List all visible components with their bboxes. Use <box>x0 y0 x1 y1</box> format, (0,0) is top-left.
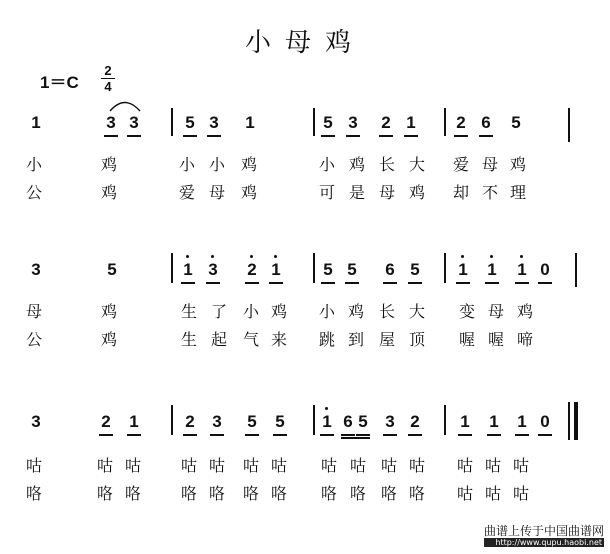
lyric: 咯 <box>96 484 113 503</box>
note: 5 <box>242 412 262 432</box>
note: 0 <box>535 260 555 280</box>
source-watermark <box>484 524 604 547</box>
lyric: 顶 <box>408 330 425 349</box>
lyric: 小 <box>208 155 225 174</box>
lyric: 咕 <box>25 456 42 475</box>
lyric: 母 <box>25 302 42 321</box>
lyric: 鸡 <box>100 183 117 202</box>
lyric: 小 <box>242 302 259 321</box>
lyric: 母 <box>208 183 225 202</box>
lyric: 到 <box>347 330 364 349</box>
note: 2 <box>180 412 200 432</box>
lyric: 咕 <box>208 456 225 475</box>
key-signature: 1＝C <box>40 73 79 92</box>
lyric: 鸡 <box>100 330 117 349</box>
lyric: 咯 <box>124 484 141 503</box>
watermark-text: 曲谱上传于中国曲谱网 <box>483 524 604 538</box>
barline <box>171 405 173 435</box>
lyric: 咕 <box>408 456 425 475</box>
lyric: 鸡 <box>270 302 287 321</box>
lyric: 咯 <box>270 484 287 503</box>
lyric: 大 <box>408 302 425 321</box>
lyric: 可 <box>318 183 335 202</box>
note: 3 <box>203 260 223 280</box>
lyric: 母 <box>481 155 498 174</box>
lyric: 咕 <box>270 456 287 475</box>
time-signature <box>101 64 115 93</box>
meter-top: 2 <box>104 63 112 78</box>
lyric: 咯 <box>380 484 397 503</box>
note: 3 <box>207 412 227 432</box>
tie-slur <box>108 98 142 112</box>
note: 3 <box>343 113 363 133</box>
final-barline-thick <box>574 402 578 440</box>
lyric: 鸡 <box>240 183 257 202</box>
note: 5 <box>353 412 373 432</box>
note: 5 <box>107 260 117 279</box>
note: 2 <box>405 412 425 432</box>
barline <box>575 253 577 287</box>
lyric: 喔 <box>458 330 475 349</box>
page-title: 小母鸡 <box>244 28 365 58</box>
lyric: 咕 <box>96 456 113 475</box>
note: 2 <box>96 412 116 432</box>
watermark-url[interactable]: http://www.qupu.haobi.net <box>484 538 604 547</box>
lyric: 咕 <box>180 456 197 475</box>
lyric: 公 <box>25 183 42 202</box>
note: 3 <box>31 260 41 279</box>
barline <box>568 108 570 142</box>
note: 6 <box>338 412 358 432</box>
barline <box>171 253 173 283</box>
lyric: 咯 <box>25 484 42 503</box>
note: 3 <box>124 113 144 133</box>
note: 5 <box>342 260 362 280</box>
note: 6 <box>476 113 496 133</box>
lyric: 小 <box>318 155 335 174</box>
note: 1 <box>512 260 532 280</box>
lyric: 小 <box>178 155 195 174</box>
lyric: 生 <box>180 302 197 321</box>
barline <box>313 108 315 136</box>
note: 1 <box>124 412 144 432</box>
barline <box>444 253 446 283</box>
lyric: 跳 <box>318 330 335 349</box>
note: 3 <box>204 113 224 133</box>
lyric: 咕 <box>456 456 473 475</box>
lyric: 变 <box>458 302 475 321</box>
double-beam <box>341 437 370 439</box>
lyric: 咕 <box>242 456 259 475</box>
lyric: 咕 <box>512 456 529 475</box>
lyric: 母 <box>487 302 504 321</box>
barline <box>171 108 173 136</box>
note: 1 <box>31 113 41 132</box>
lyric: 理 <box>509 183 526 202</box>
lyric: 咕 <box>512 484 529 503</box>
lyric: 咕 <box>349 456 366 475</box>
lyric: 咯 <box>408 484 425 503</box>
lyric: 小 <box>25 155 42 174</box>
note: 3 <box>380 412 400 432</box>
lyric: 屋 <box>378 330 395 349</box>
meter-bottom: 4 <box>104 79 112 94</box>
barline <box>444 405 446 435</box>
lyric: 咕 <box>124 456 141 475</box>
lyric: 啼 <box>516 330 533 349</box>
note: 2 <box>376 113 396 133</box>
lyric: 长 <box>378 302 395 321</box>
lyric: 生 <box>180 330 197 349</box>
note: 5 <box>318 113 338 133</box>
note: 6 <box>380 260 400 280</box>
lyric: 鸡 <box>509 155 526 174</box>
lyric: 咯 <box>320 484 337 503</box>
note: 5 <box>270 412 290 432</box>
barline <box>313 253 315 283</box>
lyric: 咯 <box>208 484 225 503</box>
lyric: 鸡 <box>347 302 364 321</box>
lyric: 鸡 <box>348 155 365 174</box>
lyric: 起 <box>210 330 227 349</box>
lyric: 咯 <box>180 484 197 503</box>
note: 5 <box>511 113 521 132</box>
note: 1 <box>401 113 421 133</box>
lyric: 咯 <box>242 484 259 503</box>
barline <box>444 108 446 136</box>
note: 1 <box>178 260 198 280</box>
lyric: 咕 <box>484 456 501 475</box>
lyric: 咕 <box>320 456 337 475</box>
lyric: 鸡 <box>408 183 425 202</box>
lyric: 鸡 <box>100 155 117 174</box>
lyric: 了 <box>210 302 227 321</box>
note: 3 <box>31 412 41 431</box>
lyric: 喔 <box>487 330 504 349</box>
note: 2 <box>242 260 262 280</box>
lyric: 来 <box>270 330 287 349</box>
final-barline-thin <box>568 402 570 440</box>
lyric: 气 <box>242 330 259 349</box>
note: 5 <box>405 260 425 280</box>
lyric: 咯 <box>349 484 366 503</box>
note: 1 <box>455 412 475 432</box>
note: 1 <box>482 260 502 280</box>
note: 5 <box>180 113 200 133</box>
barline <box>313 405 315 435</box>
lyric: 是 <box>348 183 365 202</box>
lyric: 不 <box>481 183 498 202</box>
note: 1 <box>317 412 337 432</box>
lyric: 公 <box>25 330 42 349</box>
note: 2 <box>451 113 471 133</box>
note: 1 <box>512 412 532 432</box>
lyric: 咕 <box>456 484 473 503</box>
note: 1 <box>484 412 504 432</box>
lyric: 咕 <box>484 484 501 503</box>
lyric: 长 <box>378 155 395 174</box>
lyric: 爱 <box>178 183 195 202</box>
note: 1 <box>453 260 473 280</box>
lyric: 母 <box>378 183 395 202</box>
note: 1 <box>266 260 286 280</box>
note: 1 <box>245 113 255 132</box>
lyric: 小 <box>318 302 335 321</box>
lyric: 却 <box>452 183 469 202</box>
lyric: 鸡 <box>100 302 117 321</box>
lyric: 大 <box>408 155 425 174</box>
lyric: 咕 <box>380 456 397 475</box>
note: 0 <box>535 412 555 432</box>
lyric: 鸡 <box>516 302 533 321</box>
lyric: 鸡 <box>240 155 257 174</box>
note: 3 <box>101 113 121 133</box>
note: 5 <box>318 260 338 280</box>
lyric: 爱 <box>452 155 469 174</box>
